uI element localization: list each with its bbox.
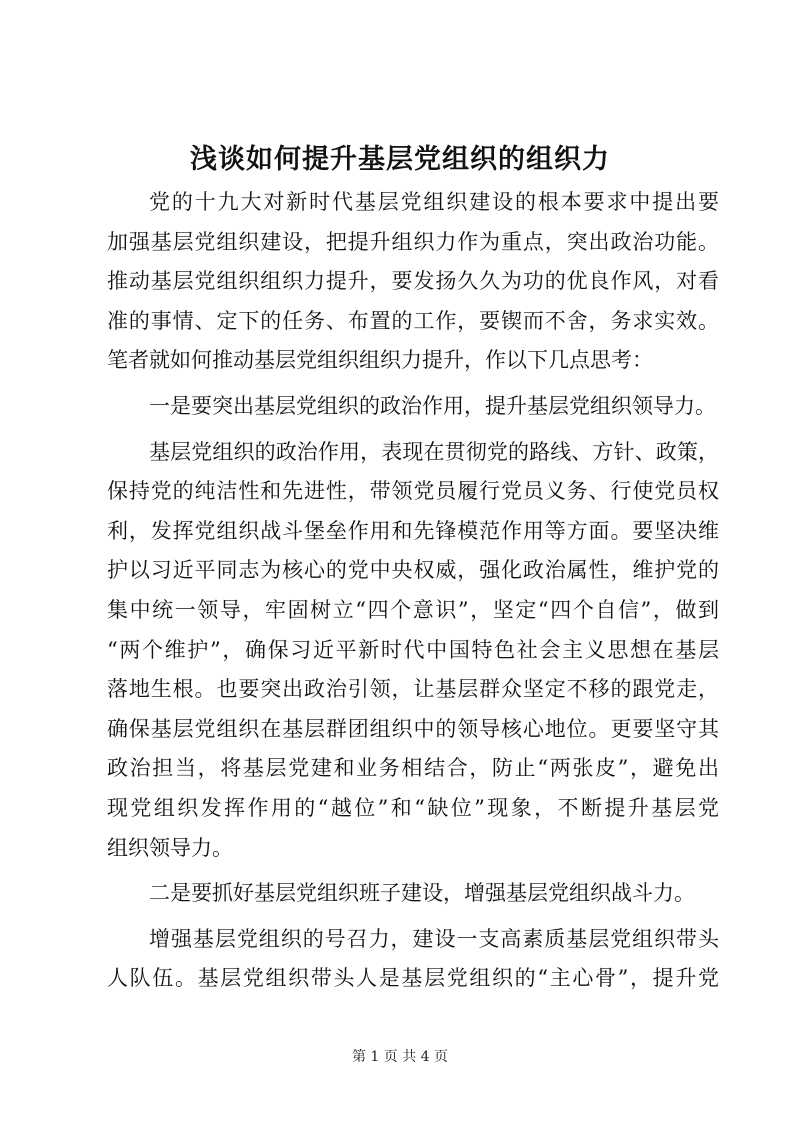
paragraph-line: 增强基层党组织的号召力，建设一支高素质基层党组织带头: [149, 926, 719, 951]
paragraph-line: 确保基层党组织在基层群团组织中的领导核心地位。更要坚守其: [107, 716, 719, 741]
paragraph-line: 现党组织发挥作用的“越位”和“缺位”现象，不断提升基层党: [107, 795, 719, 820]
section-heading: 二是要抓好基层党组织班子建设，增强基层党组织战斗力。: [149, 881, 695, 906]
paragraph-line: 集中统一领导，牢固树立“四个意识”，坚定“四个自信”，做到: [107, 597, 719, 622]
paragraph-line: 笔者就如何推动基层党组织组织力提升，作以下几点思考：: [107, 348, 653, 373]
paragraph-line: 利，发挥党组织战斗堡垒作用和先锋模范作用等方面。要坚决维: [107, 518, 719, 543]
paragraph-line: 准的事情、定下的任务、布置的工作，要锲而不舍，务求实效。: [107, 308, 719, 333]
paragraph-line: 保持党的纯洁性和先进性，带领党员履行党员义务、行使党员权: [107, 479, 719, 504]
paragraph-line: 人队伍。基层党组织带头人是基层党组织的“主心骨”，提升党: [107, 966, 719, 991]
paragraph-line: 落地生根。也要突出政治引领，让基层群众坚定不移的跟党走，: [107, 677, 719, 702]
page-number-footer: 第 1 页 共 4 页: [351, 1049, 449, 1065]
paragraph-line: 护以习近平同志为核心的党中央权威，强化政治属性，维护党的: [107, 558, 719, 583]
section-heading: 一是要突出基层党组织的政治作用，提升基层党组织领导力。: [149, 393, 716, 418]
document-title: 浅谈如何提升基层党组织的组织力: [190, 144, 610, 175]
paragraph-line: 推动基层党组织组织力提升，要发扬久久为功的优良作风，对看: [107, 269, 719, 294]
paragraph-line: 党的十九大对新时代基层党组织建设的根本要求中提出要: [149, 190, 719, 214]
paragraph-line: “两个维护”，确保习近平新时代中国特色社会主义思想在基层: [107, 637, 719, 662]
document-body: [107, 183, 719, 999]
paragraph-line: 政治担当，将基层党建和业务相结合，防止“两张皮”，避免出: [107, 756, 719, 781]
paragraph-line: 基层党组织的政治作用，表现在贯彻党的路线、方针、政策，: [149, 439, 719, 464]
paragraph-line: 加强基层党组织建设，把提升组织力作为重点，突出政治功能。: [107, 229, 719, 254]
paragraph-line: 组织领导力。: [107, 835, 233, 860]
